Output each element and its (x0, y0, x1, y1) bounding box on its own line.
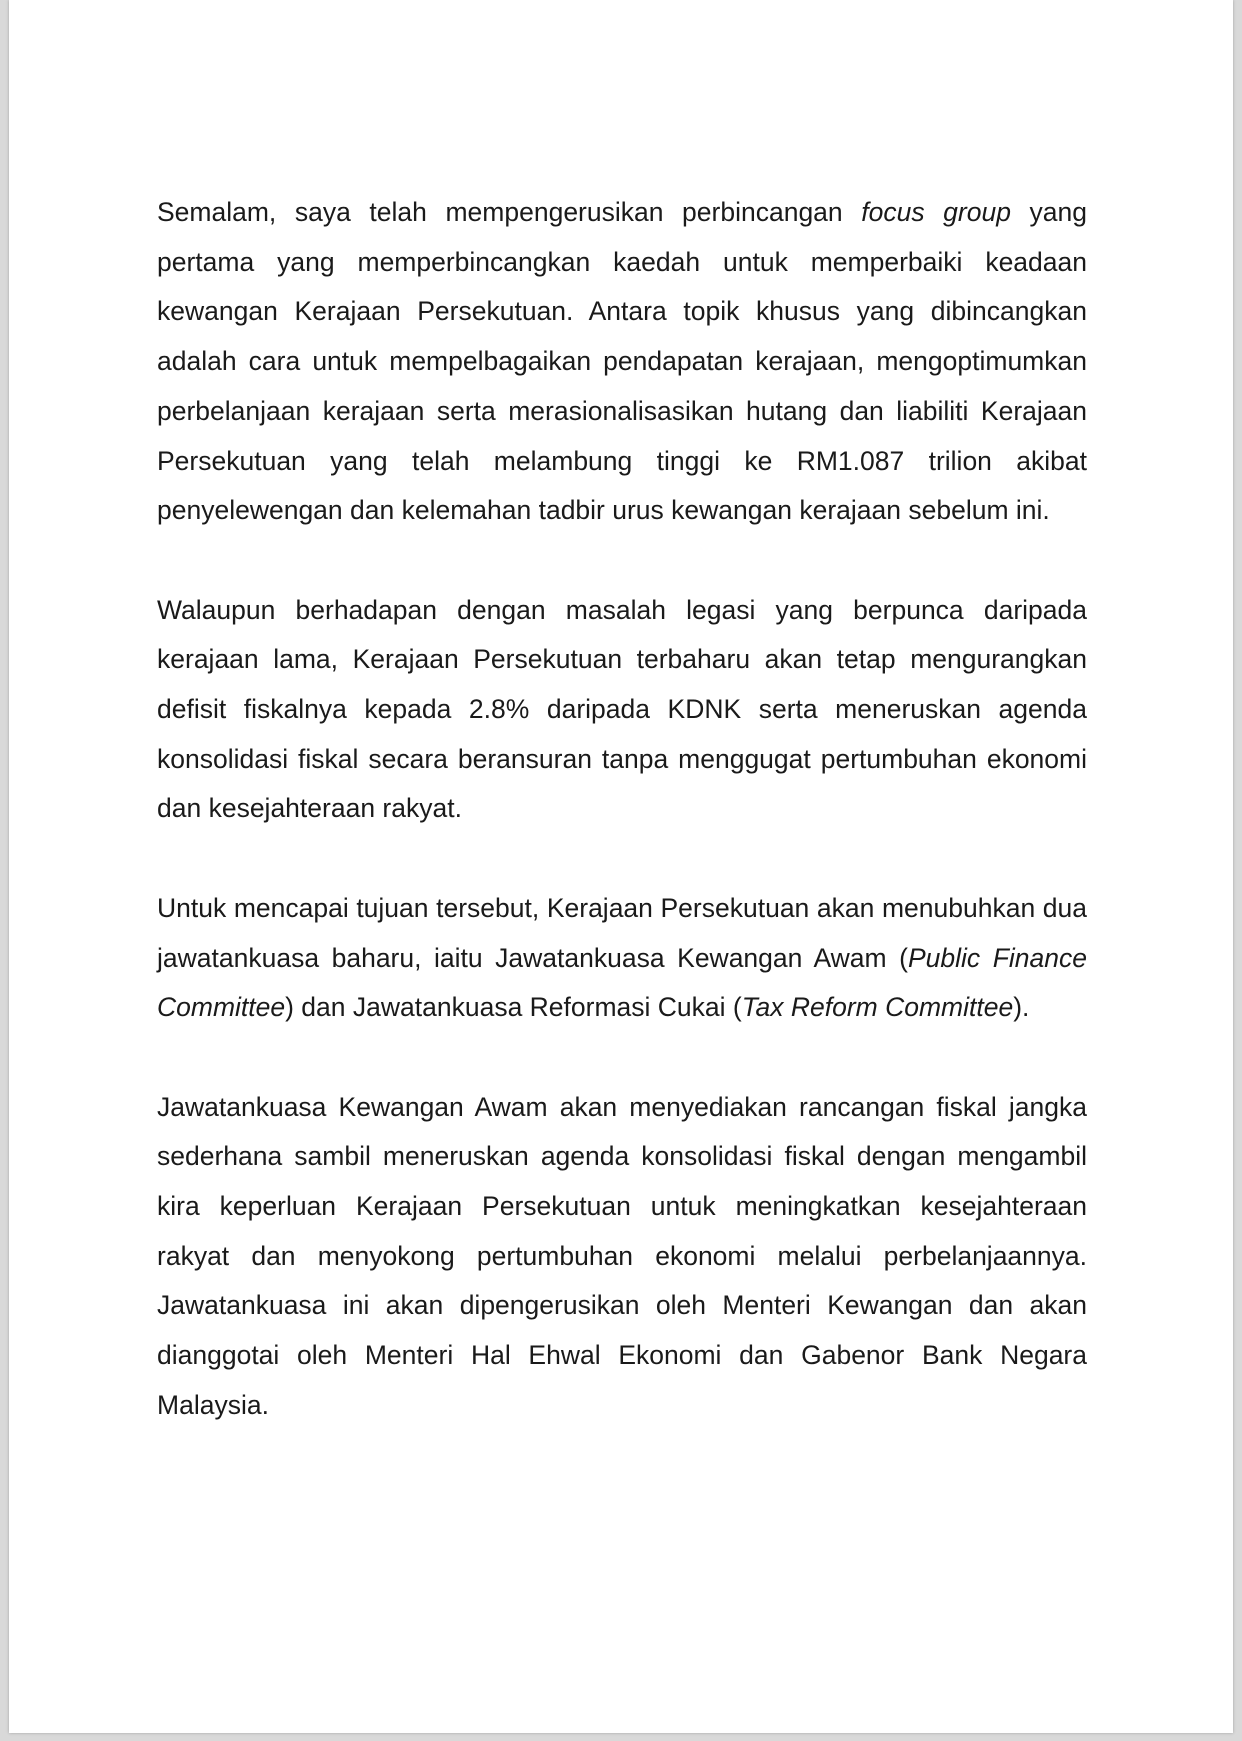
paragraph-3-text-c: ). (1013, 992, 1030, 1023)
paragraph-4 (157, 1083, 1087, 1431)
document-body (157, 188, 1087, 1431)
paragraph-2 (157, 586, 1087, 835)
paragraph-1-italic-focus-group: focus group (861, 197, 1011, 227)
paragraph-4-text: Jawatankuasa Kewangan Awam akan menyediakan rancangan fiskal jangka sederhana sambil meneruskan agenda konsolidasi fiskal dengan mengambil kira keperluan Kerajaan Persekutuan untuk meningkatkan kesejahteraan rakyat dan menyokong pertumbuhan ekonomi melalui perbelanjaannya. Jawatankuasa ini akan dipengerusikan oleh Menteri Kewangan dan akan dianggotai oleh Menteri Hal Ehwal Ekonomi dan Gabenor Bank Negara Malaysia. (157, 1091, 1087, 1420)
paragraph-3-text-a: Untuk mencapai tujuan tersebut, Kerajaan Persekutuan akan menubuhkan dua jawatankuasa baharu, iaitu Jawatankuasa Kewangan Awam ( (157, 892, 1087, 973)
paragraph-2-text: Walaupun berhadapan dengan masalah legasi yang berpunca daripada kerajaan lama, Kerajaan Persekutuan terbaharu akan tetap mengurangkan defisit fiskalnya kepada 2.8% daripada KDNK serta meneruskan agenda konsolidasi fiskal secara beransuran tanpa menggugat pertumbuhan ekonomi dan kesejahteraan rakyat. (157, 594, 1087, 824)
paragraph-1-text-a: Semalam, saya telah mempengerusikan perbincangan (157, 197, 862, 227)
paragraph-1 (157, 188, 1087, 536)
paragraph-3-italic-tax-reform: Tax Reform Committee (741, 992, 1014, 1023)
document-page (9, 0, 1233, 1733)
paragraph-3 (157, 884, 1087, 1033)
paragraph-1-text-b: yang pertama yang memperbincangkan kaedah untuk memperbaiki keadaan kewangan Kerajaan Persekutuan. Antara topik khusus yang dibincangkan adalah cara untuk mempelbagaikan pendapatan kerajaan, mengoptimumkan perbelanjaan kerajaan serta merasionalisasikan hutang dan liabiliti Kerajaan Persekutuan yang telah melambung tinggi ke RM1.087 trilion akibat penyelewengan dan kelemahan tadbir urus kewangan kerajaan sebelum ini. (157, 197, 1087, 526)
paragraph-3-text-b: ) dan Jawatankuasa Reformasi Cukai ( (285, 992, 742, 1023)
paragraph-3-italic-public-finance: Public Finance Committee (157, 942, 1087, 1023)
